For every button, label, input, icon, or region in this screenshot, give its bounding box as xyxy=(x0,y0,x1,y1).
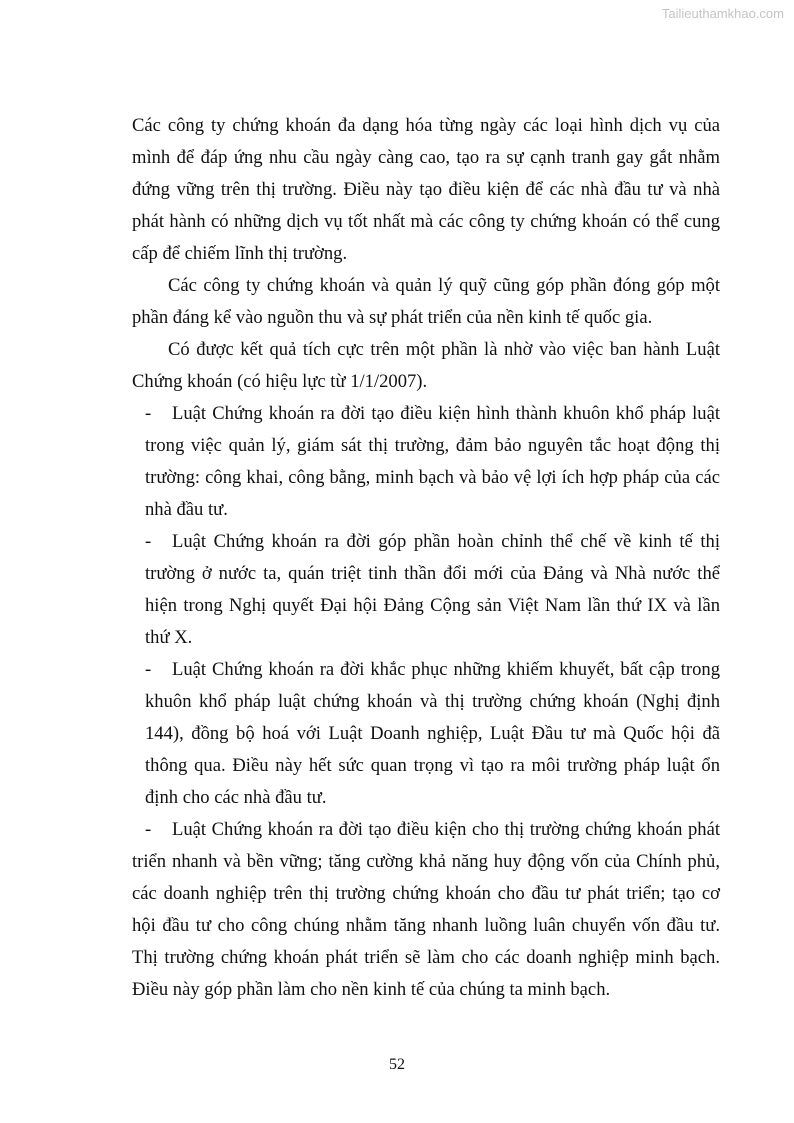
text-line: triển nhanh và bền vững; tăng cường khả năng huy động vốn của Chính phủ, xyxy=(132,851,720,872)
bullet-item xyxy=(132,654,720,814)
text-line: các doanh nghiệp trên thị trường chứng khoán cho đầu tư phát triển; tạo cơ xyxy=(132,883,720,904)
line xyxy=(132,686,720,718)
text-line: cấp để chiếm lĩnh thị trường. xyxy=(132,243,348,264)
text-line: trong việc quản lý, giám sát thị trường, đảm bảo nguyên tắc hoạt động thị xyxy=(145,435,720,456)
line xyxy=(132,142,720,174)
line xyxy=(132,270,720,302)
line xyxy=(132,398,720,430)
bullet-dash: - xyxy=(145,531,152,552)
bullet-item xyxy=(132,526,720,654)
text-line: Các công ty chứng khoán và quản lý quỹ cũng góp phần đóng góp một xyxy=(168,275,720,296)
text-line: phần đáng kể vào nguồn thu và sự phát triển của nền kinh tế quốc gia. xyxy=(132,307,653,328)
line xyxy=(132,302,720,334)
line xyxy=(132,110,720,142)
document-body xyxy=(132,110,720,1006)
bullet-dash: - xyxy=(145,659,152,680)
line xyxy=(132,846,720,878)
line xyxy=(132,910,720,942)
text-line: Điều này góp phần làm cho nền kinh tế của chúng ta minh bạch. xyxy=(132,979,611,1000)
line xyxy=(132,174,720,206)
line xyxy=(132,878,720,910)
page-number: 52 xyxy=(389,1056,405,1073)
line xyxy=(132,942,720,974)
line xyxy=(132,366,720,398)
text-line: Luật Chứng khoán ra đời khắc phục những khiếm khuyết, bất cập trong xyxy=(172,659,720,680)
text-line: hội đầu tư cho công chúng nhằm tăng nhanh luồng luân chuyển vốn đầu tư. xyxy=(132,915,720,936)
line xyxy=(132,238,720,270)
line xyxy=(132,814,720,846)
text-line: Các công ty chứng khoán đa dạng hóa từng ngày các loại hình dịch vụ của xyxy=(132,115,720,136)
line xyxy=(132,334,720,366)
text-line: Luật Chứng khoán ra đời góp phần hoàn chỉnh thể chế về kinh tế thị xyxy=(172,531,720,552)
line xyxy=(132,654,720,686)
line xyxy=(132,558,720,590)
text-line: mình để đáp ứng nhu cầu ngày càng cao, tạo ra sự cạnh tranh gay gắt nhằm xyxy=(132,147,720,168)
line xyxy=(132,974,720,1006)
text-line: Chứng khoán (có hiệu lực từ 1/1/2007). xyxy=(132,371,428,392)
line xyxy=(132,718,720,750)
paragraph xyxy=(132,110,720,270)
text-line: Thị trường chứng khoán phát triển sẽ làm cho các doanh nghiệp minh bạch. xyxy=(132,947,720,968)
text-line: đứng vững trên thị trường. Điều này tạo điều kiện để các nhà đầu tư và nhà xyxy=(132,179,720,200)
text-line: hiện trong Nghị quyết Đại hội Đảng Cộng sản Việt Nam lần thứ IX và lần xyxy=(145,595,720,616)
line xyxy=(132,430,720,462)
bullet-item xyxy=(132,398,720,526)
bullet-dash: - xyxy=(145,403,152,424)
paragraph xyxy=(132,334,720,398)
watermark: Tailieuthamkhao.com xyxy=(661,6,784,21)
bullet-dash: - xyxy=(145,819,152,840)
line xyxy=(132,462,720,494)
text-line: Có được kết quả tích cực trên một phần là nhờ vào việc ban hành Luật xyxy=(168,339,720,360)
text-line: định cho các nhà đầu tư. xyxy=(145,787,327,808)
line xyxy=(132,590,720,622)
text-line: trường ở nước ta, quán triệt tinh thần đổi mới của Đảng và Nhà nước thể xyxy=(145,563,720,584)
text-line: Luật Chứng khoán ra đời tạo điều kiện hình thành khuôn khổ pháp luật xyxy=(172,403,720,424)
line xyxy=(132,494,720,526)
text-line: nhà đầu tư. xyxy=(145,499,228,520)
text-line: Luật Chứng khoán ra đời tạo điều kiện cho thị trường chứng khoán phát xyxy=(172,819,720,840)
line xyxy=(132,782,720,814)
text-line: thứ X. xyxy=(145,627,193,648)
line xyxy=(132,622,720,654)
line xyxy=(132,526,720,558)
text-line: khuôn khổ pháp luật chứng khoán và thị trường chứng khoán (Nghị định xyxy=(145,691,720,712)
paragraph xyxy=(132,270,720,334)
text-line: phát hành có những dịch vụ tốt nhất mà các công ty chứng khoán có thể cung xyxy=(132,211,720,232)
text-line: thông qua. Điều này hết sức quan trọng vì tạo ra môi trường pháp luật ổn xyxy=(145,755,720,776)
text-line: 144), đồng bộ hoá với Luật Doanh nghiệp, Luật Đầu tư mà Quốc hội đã xyxy=(145,723,720,744)
bullet-item xyxy=(132,814,720,1006)
line xyxy=(132,750,720,782)
text-line: trường: công khai, công bằng, minh bạch và bảo vệ lợi ích hợp pháp của các xyxy=(145,467,720,488)
line xyxy=(132,206,720,238)
